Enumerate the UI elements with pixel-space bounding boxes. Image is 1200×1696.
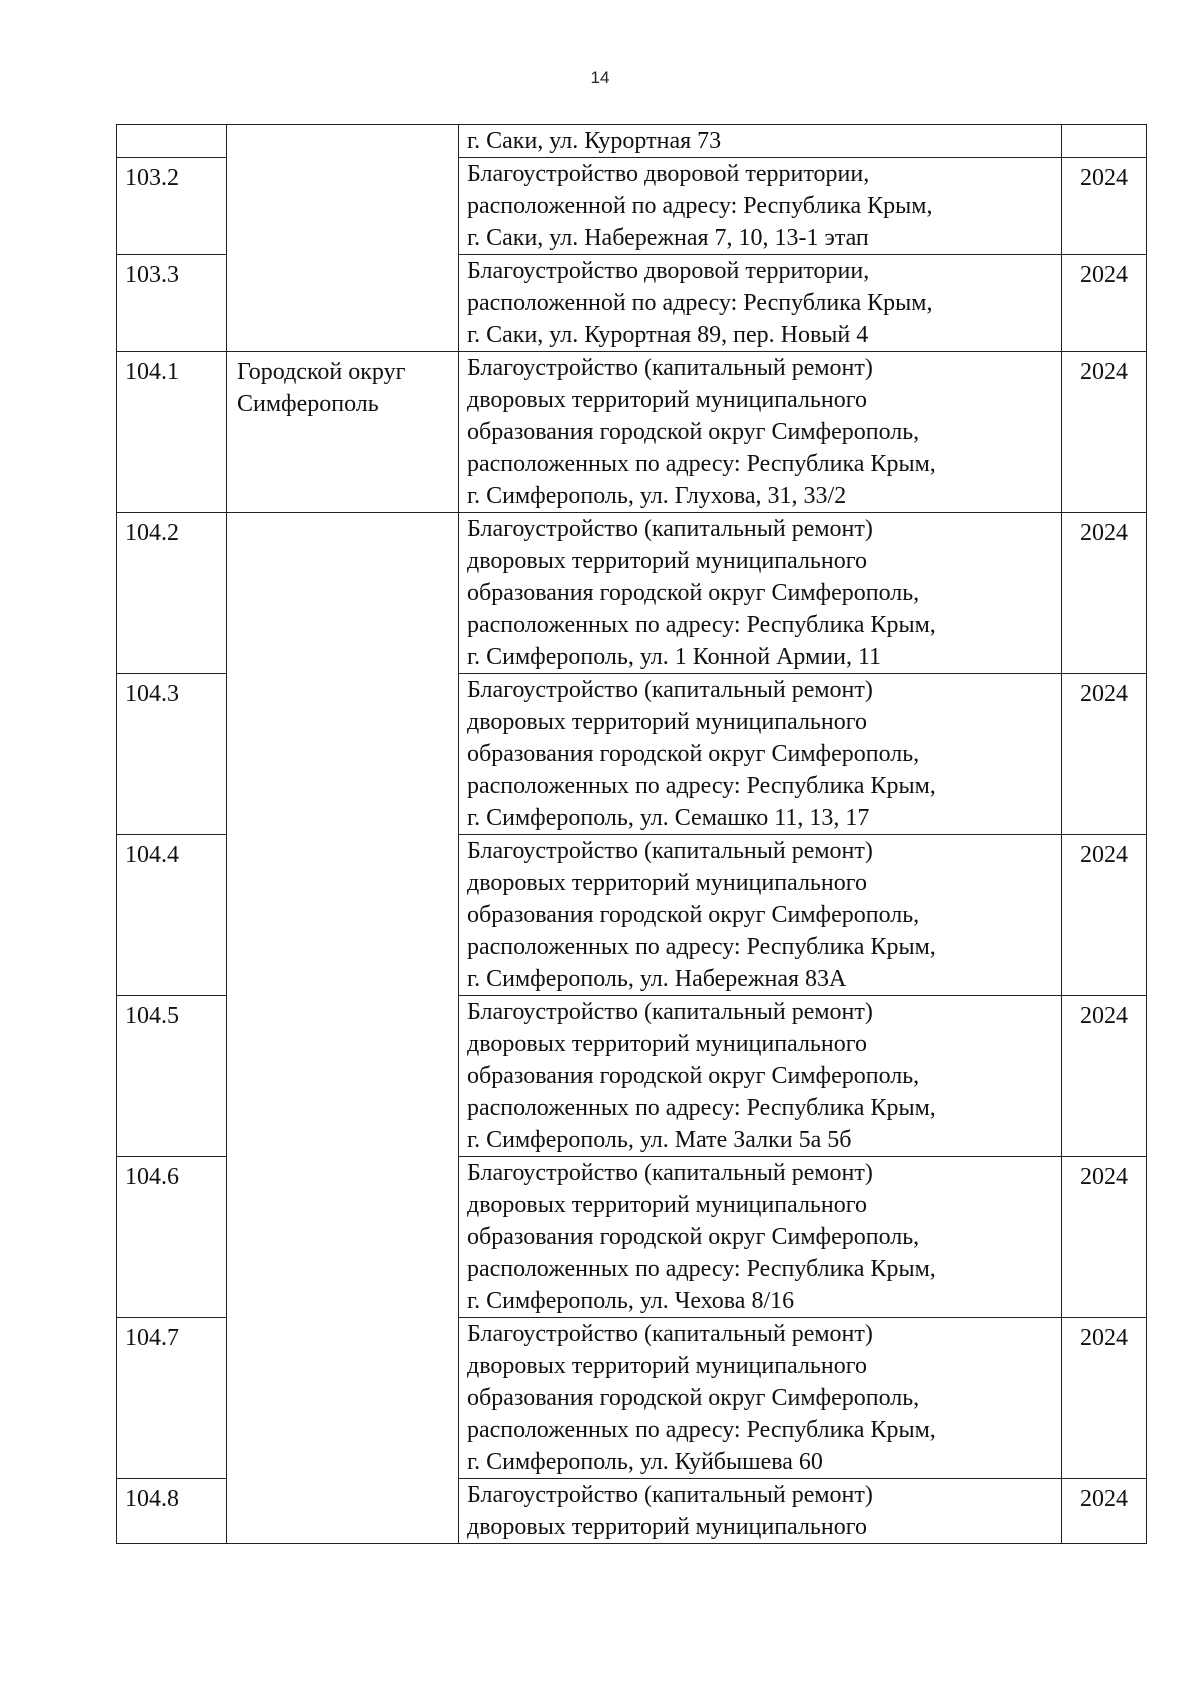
description-line: г. Саки, ул. Курортная 89, пер. Новый 4 bbox=[467, 322, 869, 348]
year-cell: 2024 bbox=[1062, 158, 1147, 255]
table-row bbox=[117, 513, 1147, 674]
description-line: Благоустройство (капитальный ремонт) bbox=[467, 838, 873, 864]
row-number: 103.2 bbox=[117, 158, 227, 255]
year-cell: 2024 bbox=[1062, 1157, 1147, 1318]
description-cell bbox=[459, 996, 1062, 1157]
description-line: дворовых территорий муниципального bbox=[467, 870, 867, 896]
description-cell bbox=[459, 1157, 1062, 1318]
description-cell bbox=[459, 835, 1062, 996]
description-line: образования городской округ Симферополь, bbox=[467, 1063, 920, 1089]
description-line: г. Симферополь, ул. Куйбышева 60 bbox=[467, 1449, 823, 1475]
description-line: Благоустройство (капитальный ремонт) bbox=[467, 1482, 873, 1508]
description-line: дворовых территорий муниципального bbox=[467, 1514, 867, 1540]
description-line: расположенной по адресу: Республика Крым, bbox=[467, 290, 933, 316]
year-cell: 2024 bbox=[1062, 513, 1147, 674]
description-line: г. Саки, ул. Набережная 7, 10, 13-1 этап bbox=[467, 225, 869, 251]
description-line: расположенной по адресу: Республика Крым, bbox=[467, 193, 933, 219]
description-line: образования городской округ Симферополь, bbox=[467, 741, 920, 767]
description-line: Благоустройство (капитальный ремонт) bbox=[467, 1321, 873, 1347]
page-number: 14 bbox=[590, 68, 610, 87]
row-number: 104.2 bbox=[117, 513, 227, 674]
year-cell: 2024 bbox=[1062, 674, 1147, 835]
table-row bbox=[117, 352, 1147, 513]
description-line: образования городской округ Симферополь, bbox=[467, 580, 920, 606]
description-line: образования городской округ Симферополь, bbox=[467, 1224, 920, 1250]
description-line: расположенных по адресу: Республика Крым, bbox=[467, 773, 936, 799]
description-line: образования городской округ Симферополь, bbox=[467, 1385, 920, 1411]
municipality-cell bbox=[227, 125, 459, 352]
row-number bbox=[117, 125, 227, 158]
row-number: 104.3 bbox=[117, 674, 227, 835]
year-cell: 2024 bbox=[1062, 996, 1147, 1157]
row-number: 103.3 bbox=[117, 255, 227, 352]
description-line: расположенных по адресу: Республика Крым, bbox=[467, 451, 936, 477]
description-cell bbox=[459, 513, 1062, 674]
description-line: дворовых территорий муниципального bbox=[467, 548, 867, 574]
description-line: образования городской округ Симферополь, bbox=[467, 902, 920, 928]
year-cell: 2024 bbox=[1062, 1479, 1147, 1544]
description-line: Благоустройство (капитальный ремонт) bbox=[467, 1160, 873, 1186]
program-table-body bbox=[117, 125, 1147, 1544]
description-line: Благоустройство (капитальный ремонт) bbox=[467, 999, 873, 1025]
description-line: г. Симферополь, ул. Мате Залки 5а 5б bbox=[467, 1127, 852, 1153]
municipality-cell bbox=[227, 513, 459, 1544]
description-line: Благоустройство (капитальный ремонт) bbox=[467, 677, 873, 703]
municipality-cell: Городской округ Симферополь bbox=[227, 352, 459, 513]
description-line: г. Симферополь, ул. Чехова 8/16 bbox=[467, 1288, 795, 1314]
description-line: расположенных по адресу: Республика Крым, bbox=[467, 934, 936, 960]
row-number: 104.8 bbox=[117, 1479, 227, 1544]
description-line: дворовых территорий муниципального bbox=[467, 1031, 867, 1057]
row-number: 104.6 bbox=[117, 1157, 227, 1318]
description-line: Благоустройство дворовой территории, bbox=[467, 161, 870, 187]
description-line: расположенных по адресу: Республика Крым, bbox=[467, 612, 936, 638]
table-row bbox=[117, 125, 1147, 158]
description-cell bbox=[459, 158, 1062, 255]
description-line: Благоустройство (капитальный ремонт) bbox=[467, 516, 873, 542]
description-line: г. Симферополь, ул. 1 Конной Армии, 11 bbox=[467, 644, 882, 670]
description-line: г. Симферополь, ул. Набережная 83А bbox=[467, 966, 847, 992]
description-cell bbox=[459, 352, 1062, 513]
description-line: дворовых территорий муниципального bbox=[467, 1192, 867, 1218]
description-line: г. Симферополь, ул. Глухова, 31, 33/2 bbox=[467, 483, 847, 509]
row-number: 104.7 bbox=[117, 1318, 227, 1479]
description-line: г. Симферополь, ул. Семашко 11, 13, 17 bbox=[467, 805, 870, 831]
description-line: г. Саки, ул. Курортная 73 bbox=[467, 128, 722, 154]
row-number: 104.1 bbox=[117, 352, 227, 513]
description-line: Благоустройство (капитальный ремонт) bbox=[467, 355, 873, 381]
program-table bbox=[116, 124, 1147, 1544]
description-cell bbox=[459, 674, 1062, 835]
description-line: дворовых территорий муниципального bbox=[467, 1353, 867, 1379]
year-cell bbox=[1062, 125, 1147, 158]
description-line: расположенных по адресу: Республика Крым, bbox=[467, 1417, 936, 1443]
year-cell: 2024 bbox=[1062, 835, 1147, 996]
year-cell: 2024 bbox=[1062, 352, 1147, 513]
description-line: расположенных по адресу: Республика Крым, bbox=[467, 1256, 936, 1282]
description-line: образования городской округ Симферополь, bbox=[467, 419, 920, 445]
year-cell: 2024 bbox=[1062, 1318, 1147, 1479]
description-line: расположенных по адресу: Республика Крым, bbox=[467, 1095, 936, 1121]
row-number: 104.4 bbox=[117, 835, 227, 996]
description-cell bbox=[459, 1318, 1062, 1479]
description-cell bbox=[459, 255, 1062, 352]
description-line: дворовых территорий муниципального bbox=[467, 709, 867, 735]
description-cell bbox=[459, 125, 1062, 158]
description-cell bbox=[459, 1479, 1062, 1544]
row-number: 104.5 bbox=[117, 996, 227, 1157]
description-line: дворовых территорий муниципального bbox=[467, 387, 867, 413]
description-line: Благоустройство дворовой территории, bbox=[467, 258, 870, 284]
year-cell: 2024 bbox=[1062, 255, 1147, 352]
